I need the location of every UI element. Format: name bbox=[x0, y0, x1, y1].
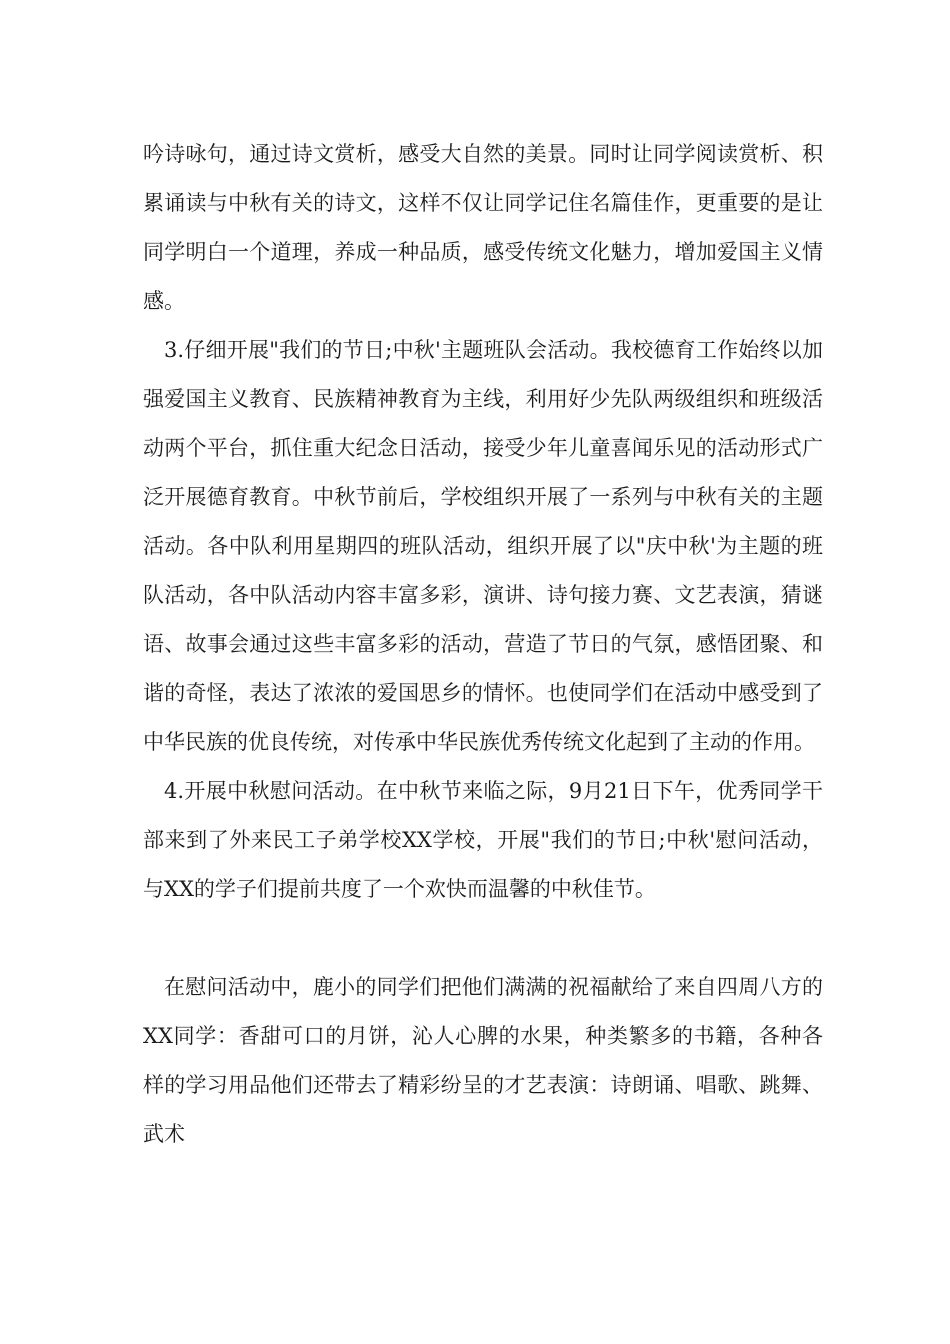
document-body bbox=[143, 130, 823, 1159]
paragraph-poetry-appreciation: 吟诗咏句，通过诗文赏析，感受大自然的美景。同时让同学阅读赏析、积累诵读与中秋有关的诗文，这样不仅让同学记住名篇佳作，更重要的是让同学明白一个道理，养成一种品质，感受传统文化魅力，增加爱国主义情感。 bbox=[143, 142, 823, 313]
paragraph-theme-class-meeting: 3.仔细开展"我们的节日;中秋'主题班队会活动。我校德育工作始终以加强爱国主义教育、民族精神教育为主线，利用好少先队两级组织和班级活动两个平台，抓住重大纪念日活动，接受少年儿童喜闻乐见的活动形式广泛开展德育教育。中秋节前后，学校组织开展了一系列与中秋有关的主题活动。各中队利用星期四的班队活动，组织开展了以"庆中秋'为主题的班队活动，各中队活动内容丰富多彩，演讲、诗句接力赛、文艺表演，猜谜语、故事会通过这些丰富多彩的活动，营造了节日的气氛，感悟团聚、和谐的奇怪，表达了浓浓的爱国思乡的情怀。也使同学们在活动中感受到了中华民族的优良传统，对传承中华民族优秀传统文化起到了主动的作用。 bbox=[143, 338, 823, 754]
paragraph-mid-autumn-visit: 4.开展中秋慰问活动。在中秋节来临之际，9月21日下午，优秀同学干部来到了外来民工子弟学校XX学校，开展"我们的节日;中秋'慰问活动，与XX的学子们提前共度了一个欢快而温馨的中秋佳节。 bbox=[143, 779, 823, 901]
paragraph-visit-activities: 在慰问活动中，鹿小的同学们把他们满满的祝福献给了来自四周八方的XX同学：香甜可口的月饼，沁人心脾的水果，种类繁多的书籍，各种各样的学习用品他们还带去了精彩纷呈的才艺表演：诗朗诵、唱歌、跳舞、武术 bbox=[143, 975, 823, 1146]
